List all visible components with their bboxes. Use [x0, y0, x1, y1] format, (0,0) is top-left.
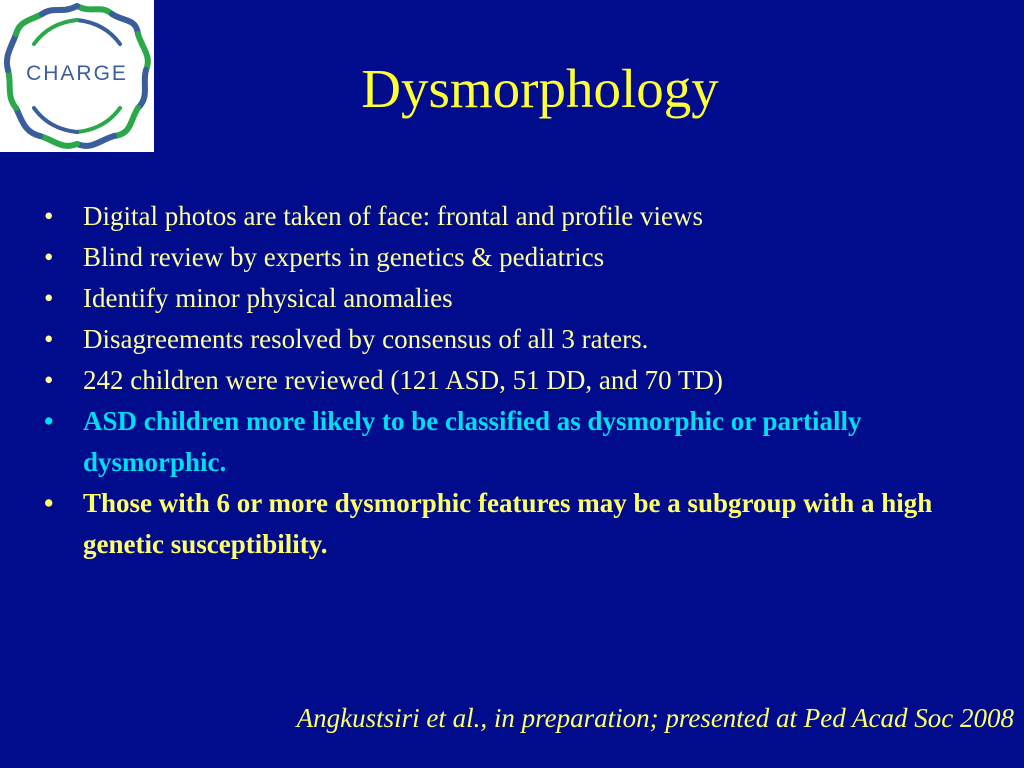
bullet-icon: • [44, 488, 54, 518]
bullet-icon: • [44, 406, 54, 436]
bullet-item [40, 360, 1000, 401]
bullet-icon: • [44, 242, 54, 272]
bullet-item [40, 237, 1000, 278]
slide-title: Dysmorphology [361, 58, 719, 119]
bullet-text: Blind review by experts in genetics & pediatrics [83, 242, 605, 272]
bullet-list [40, 196, 1000, 565]
bullet-item-highlight-yellow [40, 483, 1000, 565]
charge-logo-text: CHARGE [26, 62, 128, 85]
bullet-item [40, 278, 1000, 319]
bullet-icon: • [44, 365, 54, 395]
bullet-icon: • [44, 283, 54, 313]
charge-logo [0, 0, 154, 152]
bullet-text: Identify minor physical anomalies [83, 283, 453, 313]
bullet-icon: • [44, 201, 54, 231]
bullet-text: Digital photos are taken of face: frontal and profile views [83, 201, 704, 231]
bullet-text: 242 children were reviewed (121 ASD, 51 DD, and 70 TD) [83, 365, 723, 395]
bullet-text: Disagreements resolved by consensus of all 3 raters. [83, 324, 649, 354]
bullet-text: ASD children more likely to be classified as dysmorphic or partially dysmorphic. [83, 406, 862, 477]
bullet-icon: • [44, 324, 54, 354]
bullet-item [40, 196, 1000, 237]
bullet-text: Those with 6 or more dysmorphic features may be a subgroup with a high genetic susceptibility. [83, 488, 933, 559]
bullet-item [40, 319, 1000, 360]
bullet-item-highlight-cyan [40, 401, 1000, 483]
citation: Angkustsiri et al., in preparation; presented at Ped Acad Soc 2008 [296, 703, 1014, 733]
